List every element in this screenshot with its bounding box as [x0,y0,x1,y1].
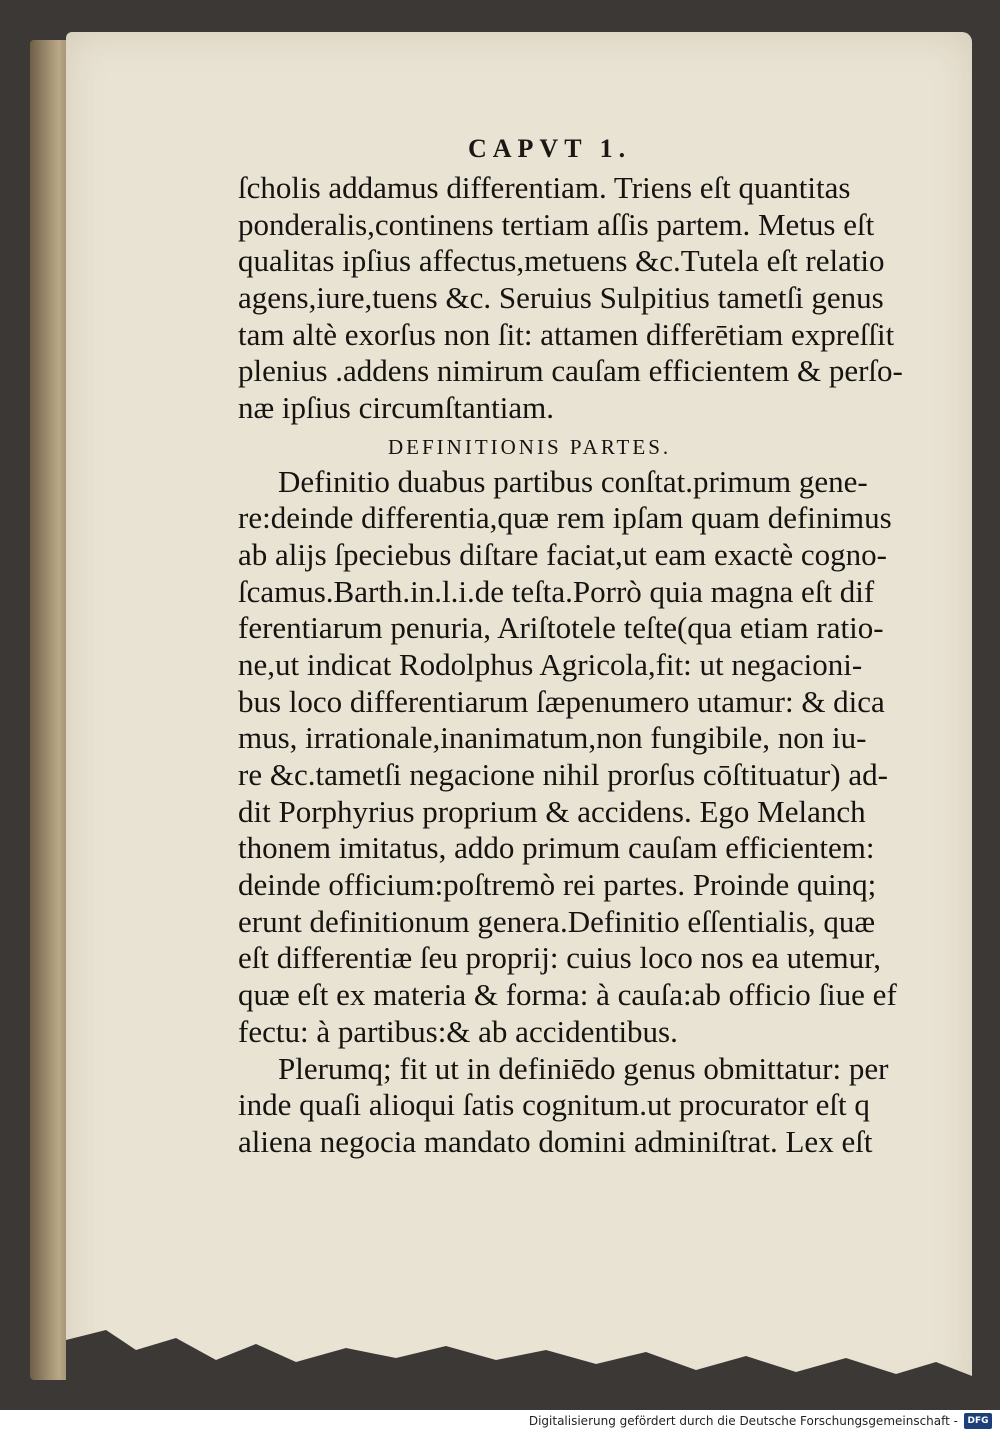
dfg-logo: DFG [964,1413,992,1429]
funding-credit: Digitalisierung gefördert durch die Deutsche Forschungsgemeinschaft - [528,1414,958,1428]
text-line: fectu: à partibus:& ab accidentibus. [238,1013,678,1049]
text-line: eſt differentiæ ſeu proprij: cuius loco nos ea utemur, [238,940,881,976]
running-head: CAPVT 1. [468,134,632,163]
text-line: ſcholis addamus differentiam. Triens eſt quantitas [238,170,851,205]
text-line: Plerumq; fit ut in definiēdo genus obmittatur: per [278,1050,889,1086]
text-line: Definitio duabus partibus conſtat.primum gene- [278,463,868,499]
text-line: dit Porphyrius proprium & accidens. Ego Melanch [238,793,866,829]
text-line: ferentiarum penuria, Ariſtotele teſte(qua etiam ratio- [238,610,884,646]
text-line: ne,ut indicat Rodolphus Agricola,fit: ut negacioni- [238,646,863,682]
text-line: qualitas ipſius affectus,metuens &c.Tutela eſt relatio [238,243,885,279]
text-line: deinde officium:poſtremò rei partes. Proinde quinq; [238,867,877,903]
text-line: ab alijs ſpeciebus diſtare faciat,ut eam exactè cogno- [238,536,887,572]
text-line: mus, irrationale,inanimatum,non fungibile, non iu- [238,720,867,756]
text-line: erunt definitionum genera.Definitio eſſentialis, quæ [238,903,876,939]
section-subheading: DEFINITIONIS PARTES. [388,434,672,459]
text-line: quæ eſt ex materia & forma: à cauſa:ab officio ſiue ef [238,977,897,1013]
text-line: agens,iure,tuens &c. Seruius Sulpitius tametſi genus [238,280,884,316]
text-line: re:deinde differentia,quæ rem ipſam quam definimus [238,500,892,536]
text-line: ſcamus.Barth.in.l.i.de teſta.Porrò quia magna eſt dif [238,573,875,609]
text-line: næ ipſius circumſtantiam. [238,390,554,426]
text-line: tam altè exorſus non ſit: attamen differētiam expreſſit [238,316,895,352]
torn-bottom-edge [66,1300,972,1410]
body-text [238,170,938,1161]
text-line: plenius .addens nimirum cauſam efficientem & perſo- [238,353,903,389]
text-line: re &c.tametſi negacione nihil prorſus cōſtituatur) ad- [238,757,888,792]
text-line: ponderalis,continens tertiam aſſis partem. Metus eſt [238,206,875,242]
text-line: inde quaſi alioqui ſatis cognitum.ut procurator eſt q [238,1087,870,1123]
text-line: thonem imitatus, addo primum cauſam efficientem: [238,830,875,866]
text-line: bus loco differentiarum ſæpenumero utamur: & dica [238,683,885,719]
text-line: aliena negocia mandato domini adminiſtrat. Lex eſt [238,1123,873,1159]
